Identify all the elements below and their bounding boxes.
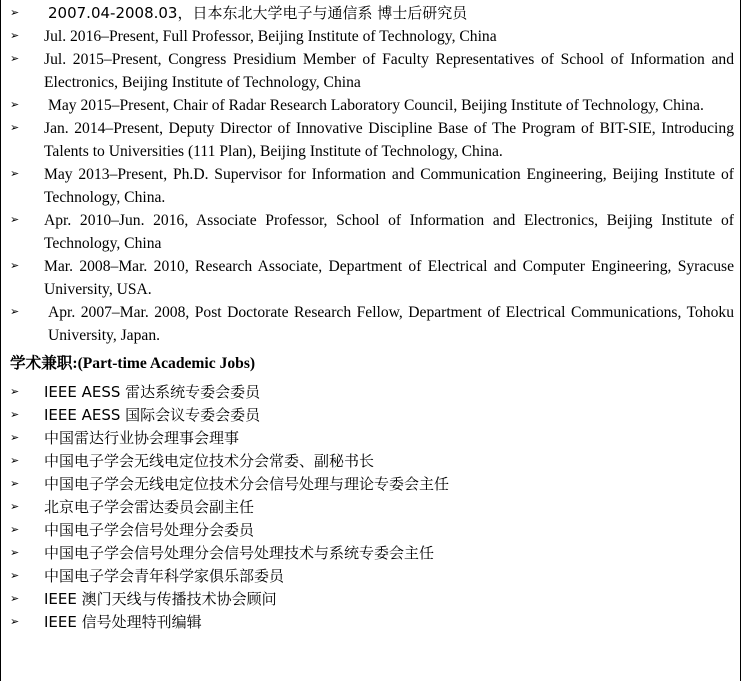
- list-item-text: 中国电子学会无线电定位技术分会信号处理与理论专委会主任: [44, 475, 450, 493]
- list-item: [10, 48, 734, 94]
- list-item: [10, 611, 734, 634]
- list-item-text: Apr. 2007–Mar. 2008, Post Doctorate Research Fellow, Department of Electrical Communications, Tohoku University, Japan.: [48, 304, 734, 344]
- list-item-text: Mar. 2008–Mar. 2010, Research Associate, Department of Electrical and Computer Engineering, Syracuse University, USA.: [44, 258, 734, 298]
- list-item: [10, 94, 734, 117]
- list-item-text: Apr. 2010–Jun. 2016, Associate Professor, School of Information and Electronics, Beijing Institute of Technology, China: [44, 212, 734, 252]
- list-item: [10, 542, 734, 565]
- arrow-bullet-icon: ➢: [10, 7, 20, 19]
- list-item-text: IEEE 信号处理特刊编辑: [44, 613, 202, 631]
- arrow-bullet-icon: ➢: [10, 168, 20, 180]
- list-item-text: Jul. 2015–Present, Congress Presidium Member of Faculty Representatives of School of Information and Electronics, Beijing Institute of Technology, China: [44, 51, 734, 91]
- list-item-text: 中国电子学会青年科学家俱乐部委员: [44, 567, 285, 585]
- list-item-text: 中国电子学会无线电定位技术分会常委、副秘书长: [44, 452, 375, 470]
- list-item: [10, 381, 734, 404]
- list-item-text: IEEE AESS 国际会议专委会委员: [44, 406, 261, 424]
- arrow-bullet-icon: ➢: [10, 386, 20, 398]
- arrow-bullet-icon: ➢: [10, 122, 20, 134]
- list-item-text: Jan. 2014–Present, Deputy Director of Innovative Discipline Base of The Program of BIT-SIE, Introducing Talents to Universities (111 Plan), Beijing Institute of Technology, China.: [44, 120, 734, 160]
- arrow-bullet-icon: ➢: [10, 455, 20, 467]
- arrow-bullet-icon: ➢: [10, 53, 20, 65]
- list-item-text: Jul. 2016–Present, Full Professor, Beijing Institute of Technology, China: [44, 28, 497, 45]
- arrow-bullet-icon: ➢: [10, 570, 20, 582]
- academic-jobs-list: [10, 381, 734, 634]
- list-item-text: 中国电子学会信号处理分会信号处理技术与系统专委会主任: [44, 544, 435, 562]
- arrow-bullet-icon: ➢: [10, 593, 20, 605]
- list-item: [10, 25, 734, 48]
- experience-list: [10, 25, 734, 347]
- arrow-bullet-icon: ➢: [10, 478, 20, 490]
- list-item: [10, 301, 734, 347]
- list-item: [10, 588, 734, 611]
- arrow-bullet-icon: ➢: [10, 214, 20, 226]
- list-item: [10, 117, 734, 163]
- arrow-bullet-icon: ➢: [10, 30, 20, 42]
- arrow-bullet-icon: ➢: [10, 524, 20, 536]
- arrow-bullet-icon: ➢: [10, 547, 20, 559]
- list-item: [10, 519, 734, 542]
- list-item: [10, 404, 734, 427]
- list-item: [10, 163, 734, 209]
- arrow-bullet-icon: ➢: [10, 616, 20, 628]
- arrow-bullet-icon: ➢: [10, 432, 20, 444]
- list-item-text: 中国电子学会信号处理分会委员: [44, 521, 255, 539]
- list-item: [10, 209, 734, 255]
- cv-content: [10, 2, 734, 634]
- arrow-bullet-icon: ➢: [10, 260, 20, 272]
- list-item-text: 中国雷达行业协会理事会理事: [44, 429, 240, 447]
- list-item: [10, 473, 734, 496]
- list-item: [10, 450, 734, 473]
- list-item-text: 北京电子学会雷达委员会副主任: [44, 498, 255, 516]
- list-item: [10, 255, 734, 301]
- list-item-text: 2007.04-2008.03，日本东北大学电子与通信系 博士后研究员: [48, 4, 468, 22]
- list-item-text: IEEE AESS 雷达系统专委会委员: [44, 383, 261, 401]
- list-item-text: IEEE 澳门天线与传播技术协会顾问: [44, 590, 277, 608]
- list-item: [10, 565, 734, 588]
- postdoc-list: [10, 2, 734, 25]
- list-item-text: May 2013–Present, Ph.D. Supervisor for Information and Communication Engineering, Beijing Institute of Technology, China.: [44, 166, 734, 206]
- section-title: 学术兼职:(Part-time Academic Jobs): [10, 355, 256, 372]
- arrow-bullet-icon: ➢: [10, 501, 20, 513]
- list-item: [10, 427, 734, 450]
- list-item: [10, 496, 734, 519]
- list-item: [10, 2, 734, 25]
- list-item-text: May 2015–Present, Chair of Radar Research Laboratory Council, Beijing Institute of Technology, China.: [48, 97, 704, 114]
- arrow-bullet-icon: ➢: [10, 409, 20, 421]
- arrow-bullet-icon: ➢: [10, 306, 20, 318]
- arrow-bullet-icon: ➢: [10, 99, 20, 111]
